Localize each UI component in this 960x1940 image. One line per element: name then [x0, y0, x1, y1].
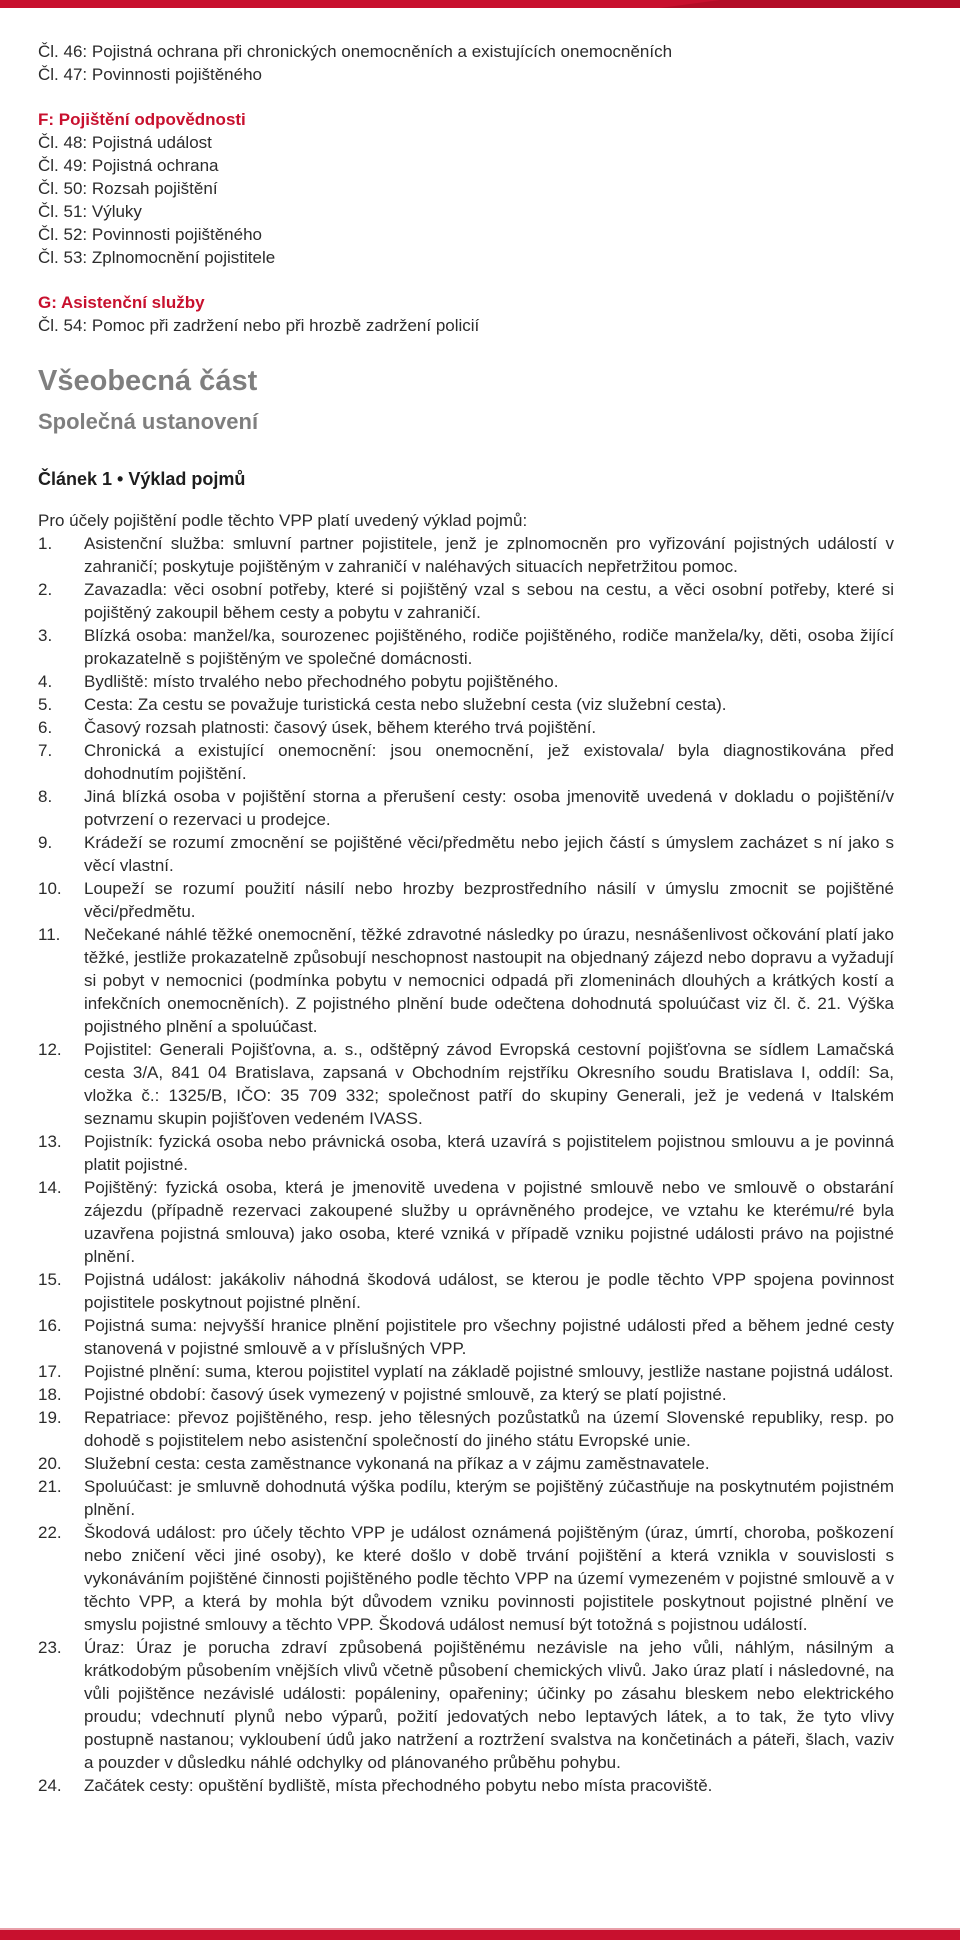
toc-item: Čl. 53: Zplnomocnění pojistitele: [38, 248, 276, 267]
toc-section-title: F: Pojištění odpovědnosti: [38, 110, 246, 129]
definition-item: [38, 877, 894, 923]
definition-number: 10.: [38, 879, 62, 898]
definition-item: [38, 1452, 894, 1475]
definition-item: [38, 1038, 894, 1130]
definition-number: 4.: [38, 672, 53, 691]
definition-text: Pojistitel: Generali Pojišťovna, a. s., odštěpný závod Evropská cestovní pojišťovna se sídlem Lamačská cesta 3/A, 841 04 Bratislava, zapsaná v Obchodním rejstříku Okresního soudu Bratislava I, oddíl: Sa, vložka č.: 1325/B, IČO: 35 709 332; společnost patří do skupiny Generali, jež je vedená v Italském seznamu skupin pojišťoven vedeném IVASS.: [84, 1040, 894, 1128]
toc-section-title: G: Asistenční služby: [38, 293, 205, 312]
definition-number: 21.: [38, 1477, 62, 1496]
definition-text: Pojistné plnění: suma, kterou pojistitel vyplatí na základě pojistné smlouvy, jestliže nastane pojistná událost.: [84, 1362, 894, 1381]
definition-item: [38, 1360, 894, 1383]
definition-text: Škodová událost: pro účely těchto VPP je událost oznámená pojištěným (úraz, úmrtí, choroba, poškození nebo zničení věci jiné osoby), ke které došlo v době trvání pojištění a která vznikla v souvislosti s vykonáváním pojištěné činnosti pojištěného podle těchto VPP na území vymezeném v pojistné smlouvě a v těchto VPP, a která by mohla být důvodem vzniku povinnosti pojistitele poskytnout pojistné plnění ve smyslu pojistné smlouvy a těchto VPP. Škodová událost nemusí být totožná s pojistnou událostí.: [84, 1523, 894, 1634]
definition-text: Bydliště: místo trvalého nebo přechodného pobytu pojištěného.: [84, 672, 559, 691]
definition-item: [38, 670, 894, 693]
definition-item: [38, 1521, 894, 1636]
definition-item: [38, 923, 894, 1038]
definition-item: [38, 532, 894, 578]
definition-item: [38, 785, 894, 831]
definition-item: [38, 693, 894, 716]
definition-text: Služební cesta: cesta zaměstnance vykonaná na příkaz a v zájmu zaměstnavatele.: [84, 1454, 710, 1473]
definition-text: Blízká osoba: manžel/ka, sourozenec pojištěného, rodiče pojištěného, rodiče manžela/ky, děti, osoba žijící prokazatelně s pojištěným ve společné domácnosti.: [84, 626, 894, 668]
definition-text: Pojištěný: fyzická osoba, která je jmenovitě uvedena v pojistné smlouvě nebo ve smlouvě o obstarání zájezdu (případně rezervaci zakoupené služby u oprávněného prodejce, ve vztahu ke kterému/ré byla uzavřena pojistná smlouva) jako osoba, které vzniká v případě vzniku pojistné události právo na pojistné plnění.: [84, 1178, 894, 1266]
definition-item: [38, 1636, 894, 1774]
definition-number: 23.: [38, 1638, 62, 1657]
definition-item: [38, 624, 894, 670]
main-heading: Všeobecná část: [38, 365, 258, 397]
definition-number: 12.: [38, 1040, 62, 1059]
article-intro: Pro účely pojištění podle těchto VPP platí uvedený výklad pojmů:: [38, 511, 528, 530]
definition-number: 2.: [38, 580, 53, 599]
definition-item: [38, 1406, 894, 1452]
definition-number: 11.: [38, 925, 61, 944]
definition-item: [38, 1475, 894, 1521]
toc-item: Čl. 48: Pojistná událost: [38, 133, 212, 152]
definition-number: 15.: [38, 1270, 62, 1289]
sub-heading: Společná ustanovení: [38, 409, 259, 434]
definition-item: [38, 1268, 894, 1314]
toc-item: Čl. 49: Pojistná ochrana: [38, 156, 219, 175]
definition-item: [38, 1176, 894, 1268]
definition-item: [38, 1383, 894, 1406]
definition-number: 18.: [38, 1385, 62, 1404]
definition-text: Jiná blízká osoba v pojištění storna a přerušení cesty: osoba jmenovitě uvedená v dokladu o pojištění/v potvrzení o rezervaci u prodejce.: [84, 787, 894, 829]
definition-number: 8.: [38, 787, 53, 806]
definition-number: 3.: [38, 626, 53, 645]
definition-text: Cesta: Za cestu se považuje turistická cesta nebo služební cesta (viz služební cesta).: [84, 695, 727, 714]
definition-text: Nečekané náhlé těžké onemocnění, těžké zdravotné následky po úrazu, nesnášenlivost očkování platí jako těžké, jestliže prokazatelně způsobují neschopnost nastoupit na objednaný zájezd nebo dopravu a vyžadují si pobyt v nemocnici (podmínka pobytu v nemocnici odpadá při zlomeninách dlouhých a krátkých kostí a infekčních onemocněních). Z pojistného plnění bude odečtena dohodnutá spoluúčast viz čl. č. 21. Výška pojistného plnění a spoluúčast.: [84, 925, 894, 1036]
definition-text: Časový rozsah platnosti: časový úsek, během kterého trvá pojištění.: [84, 718, 597, 737]
definition-text: Pojistné období: časový úsek vymezený v pojistné smlouvě, za který se platí pojistné.: [84, 1385, 727, 1404]
toc-item: Čl. 51: Výluky: [38, 202, 142, 221]
definition-text: Spoluúčast: je smluvně dohodnutá výška podílu, kterým se pojištěný zúčastňuje na poskytnutém pojistném plnění.: [84, 1477, 894, 1519]
definition-text: Pojistná událost: jakákoliv náhodná škodová událost, se kterou je podle těchto VPP spojena povinnost pojistitele poskytnout pojistné plnění.: [84, 1270, 894, 1312]
definition-text: Loupeží se rozumí použití násilí nebo hrozby bezprostředního násilí v úmyslu zmocnit se pojištěné věci/předmětu.: [84, 879, 894, 921]
document-page: [38, 40, 894, 1797]
definition-text: Pojistník: fyzická osoba nebo právnická osoba, která uzavírá s pojistitelem pojistnou smlouvu a je povinná platit pojistné.: [84, 1132, 894, 1174]
definition-item: [38, 578, 894, 624]
toc-item: Čl. 47: Povinnosti pojištěného: [38, 65, 262, 84]
definition-item: [38, 1130, 894, 1176]
definition-number: 20.: [38, 1454, 62, 1473]
toc-top: [38, 40, 894, 86]
definition-item: [38, 716, 894, 739]
definition-text: Úraz: Úraz je porucha zdraví způsobená pojištěnému nezávisle na jeho vůli, náhlým, násilným a krátkodobým působením vnějších vlivů včetně působení chemických vlivů. Jako úraz platí i následovné, na vůli pojištěnce nezávislé události: popáleniny, opařeniny; účinky po zásahu bleskem nebo elektrického proudu; vdechnutí plynů nebo výparů, požití jedovatých nebo leptavých látek, a to tak, že tyto vlivy postupně nastanou; vykloubení údů jako natržení a roztržení svalstva na končetinách a páteři, šlach, vaziv a pouzder v důsledku náhlé odchylky od plánovaného průběhu pohybu.: [84, 1638, 894, 1772]
toc-section-f: [38, 108, 894, 269]
definition-number: 16.: [38, 1316, 62, 1335]
definition-text: Chronická a existující onemocnění: jsou onemocnění, jež existovala/ byla diagnostikována před dohodnutím pojištění.: [84, 741, 894, 783]
toc-section-g: [38, 291, 894, 337]
definition-item: [38, 831, 894, 877]
definition-number: 1.: [38, 534, 53, 553]
toc-item: Čl. 46: Pojistná ochrana při chronických onemocněních a existujících onemocněních: [38, 42, 673, 61]
definition-number: 6.: [38, 718, 53, 737]
definition-number: 24.: [38, 1776, 62, 1795]
definition-number: 19.: [38, 1408, 62, 1427]
definition-number: 13.: [38, 1132, 62, 1151]
definition-item: [38, 739, 894, 785]
definition-number: 5.: [38, 695, 53, 714]
bottom-accent-bar: [0, 1930, 960, 1940]
definition-item: [38, 1314, 894, 1360]
article-title: Článek 1 • Výklad pojmů: [38, 469, 246, 489]
definition-text: Repatriace: převoz pojištěného, resp. jeho tělesných pozůstatků na území Slovenské republiky, resp. po dohodě s pojistitelem nebo asistenční společností do jiného státu Evropské unie.: [84, 1408, 894, 1450]
definition-item: [38, 1774, 894, 1797]
toc-item: Čl. 50: Rozsah pojištění: [38, 179, 218, 198]
definition-text: Začátek cesty: opuštění bydliště, místa přechodného pobytu nebo místa pracoviště.: [84, 1776, 713, 1795]
definition-number: 17.: [38, 1362, 62, 1381]
definition-text: Krádeží se rozumí zmocnění se pojištěné věci/předmětu nebo jejich částí s úmyslem zacházet s ní jako s věcí vlastní.: [84, 833, 894, 875]
definition-text: Pojistná suma: nejvyšší hranice plnění pojistitele pro všechny pojistné události před a během jedné cesty stanovená v pojistné smlouvě a v příslušných VPP.: [84, 1316, 894, 1358]
definition-text: Asistenční služba: smluvní partner pojistitele, jenž je zplnomocněn pro vyřizování pojistných událostí v zahraničí; poskytuje pojištěným v zahraničí v naléhavých situacích nepřetržitou pomoc.: [84, 534, 894, 576]
top-accent-bar: [0, 0, 960, 8]
definition-number: 14.: [38, 1178, 62, 1197]
definition-number: 22.: [38, 1523, 62, 1542]
definition-number: 9.: [38, 833, 53, 852]
definition-text: Zavazadla: věci osobní potřeby, které si pojištěný vzal s sebou na cestu, a věci osobní potřeby, které si pojištěný zakoupil během cesty a pobytu v zahraničí.: [84, 580, 894, 622]
toc-item: Čl. 52: Povinnosti pojištěného: [38, 225, 262, 244]
definition-number: 7.: [38, 741, 53, 760]
toc-item: Čl. 54: Pomoc při zadržení nebo při hrozbě zadržení policií: [38, 316, 480, 335]
definitions-list: [38, 532, 894, 1797]
